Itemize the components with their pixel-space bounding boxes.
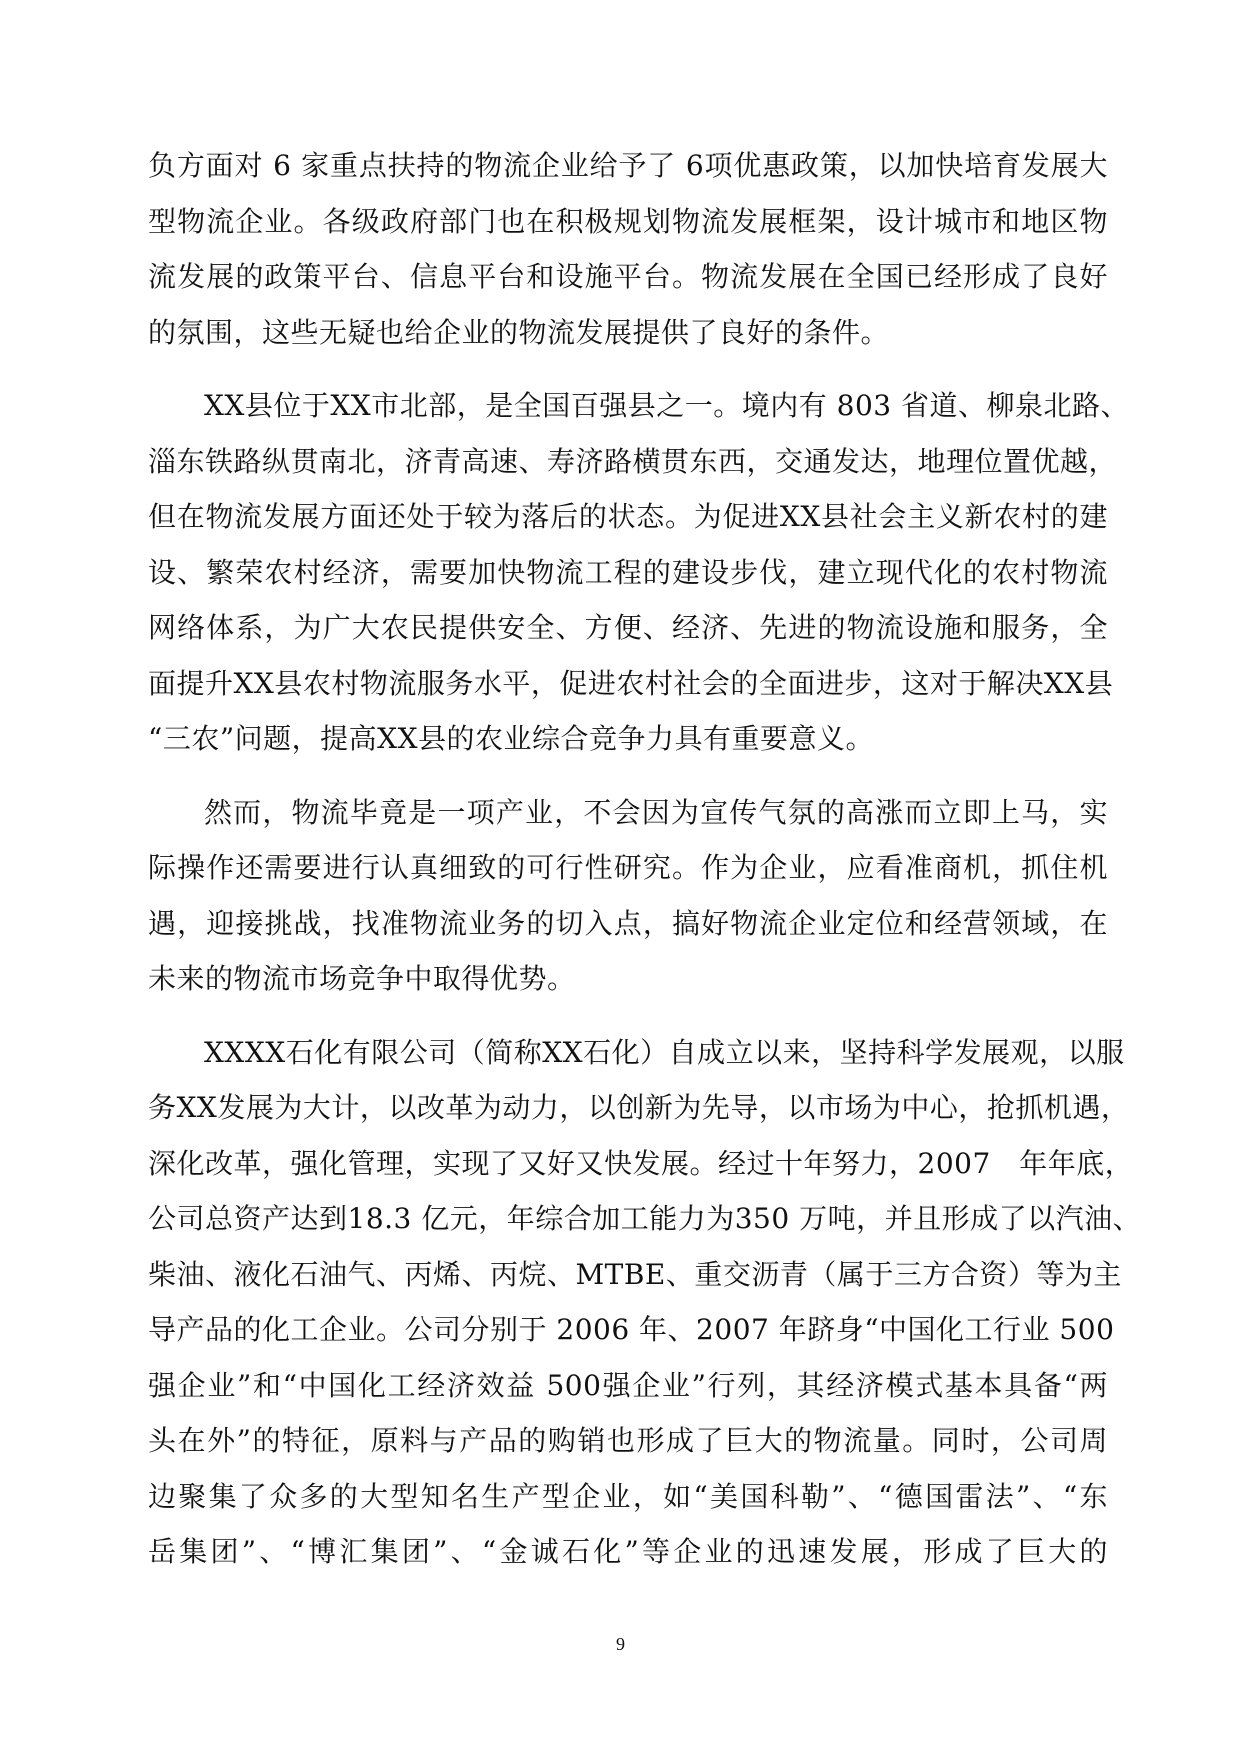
text-line: 型物流企业。各级政府部门也在积极规划物流发展框架，设计城市和地区物 <box>148 204 1108 238</box>
text-line: 面提升XX县农村物流服务水平，促进农村社会的全面进步，这对于解决XX县 <box>148 666 1114 700</box>
text-line: 柴油、液化石油气、丙烯、丙烷、MTBE、重交沥青（属于三方合资）等为主 <box>148 1257 1122 1291</box>
text-line: 的氛围，这些无疑也给企业的物流发展提供了良好的条件。 <box>148 315 890 349</box>
text-line: “三农”问题，提高XX县的农业综合竞争力具有重要意义。 <box>148 722 874 755</box>
text-line: XXXX石化有限公司（简称XX石化）自成立以来，坚持科学发展观，以服 <box>204 1035 1125 1069</box>
paragraph-2 <box>148 378 1129 767</box>
text-line: 负方面对 6 家重点扶持的物流企业给予了 6项优惠政策，以加快培育发展大 <box>148 149 1108 182</box>
page-number: 9 <box>616 1634 625 1654</box>
text-line: 导产品的化工企业。公司分别于 2006 年、2007 年跻身“中国化工行业 500 <box>148 1313 1115 1346</box>
text-line: 流发展的政策平台、信息平台和设施平台。物流发展在全国已经形成了良好 <box>148 260 1108 293</box>
text-line: 但在物流发展方面还处于较为落后的状态。为促进XX县社会主义新农村的建 <box>148 500 1108 533</box>
text-line: 遇，迎接挑战，找准物流业务的切入点，搞好物流企业定位和经营领域，在 <box>148 906 1108 940</box>
text-line: 公司总资产达到18.3 亿元，年综合加工能力为350 万吨，并且形成了以汽油、 <box>148 1202 1142 1235</box>
paragraph-4 <box>148 1025 1142 1580</box>
paragraph-1 <box>148 138 1108 360</box>
text-line: 未来的物流市场竞争中取得优势。 <box>148 962 576 995</box>
paragraph-3 <box>148 785 1108 1007</box>
text-line: 岳集团”、“博汇集团”、“金诚石化”等企业的迅速发展，形成了巨大的 <box>148 1535 1108 1568</box>
document-body <box>148 138 1142 1598</box>
text-line: 务XX发展为大计，以改革为动力，以创新为先导，以市场为中心，抢抓机遇， <box>148 1091 1130 1124</box>
text-line: 强企业”和“中国化工经济效益 500强企业”行列，其经济模式基本具备“两 <box>148 1368 1108 1402</box>
text-line: 际操作还需要进行认真细致的可行性研究。作为企业，应看准商机，抓住机 <box>148 851 1108 884</box>
text-line: 头在外”的特征，原料与产品的购销也形成了巨大的物流量。同时，公司周 <box>148 1424 1108 1457</box>
text-line: 设、繁荣农村经济，需要加快物流工程的建设步伐，建立现代化的农村物流 <box>148 555 1108 589</box>
text-line: 淄东铁路纵贯南北，济青高速、寿济路横贯东西，交通发达，地理位置优越， <box>148 444 1118 478</box>
text-line: 然而，物流毕竟是一项产业，不会因为宣传气氛的高涨而立即上马，实 <box>204 795 1108 829</box>
text-line: XX县位于XX市北部，是全国百强县之一。境内有 803 省道、柳泉北路、 <box>204 389 1129 422</box>
text-line: 网络体系，为广大农民提供安全、方便、经济、先进的物流设施和服务，全 <box>148 611 1108 644</box>
text-line: 边聚集了众多的大型知名生产型企业，如“美国科勒”、“德国雷法”、“东 <box>148 1479 1108 1513</box>
text-line: 深化改革，强化管理，实现了又好又快发展。经过十年努力，2007 年年底， <box>148 1146 1134 1180</box>
